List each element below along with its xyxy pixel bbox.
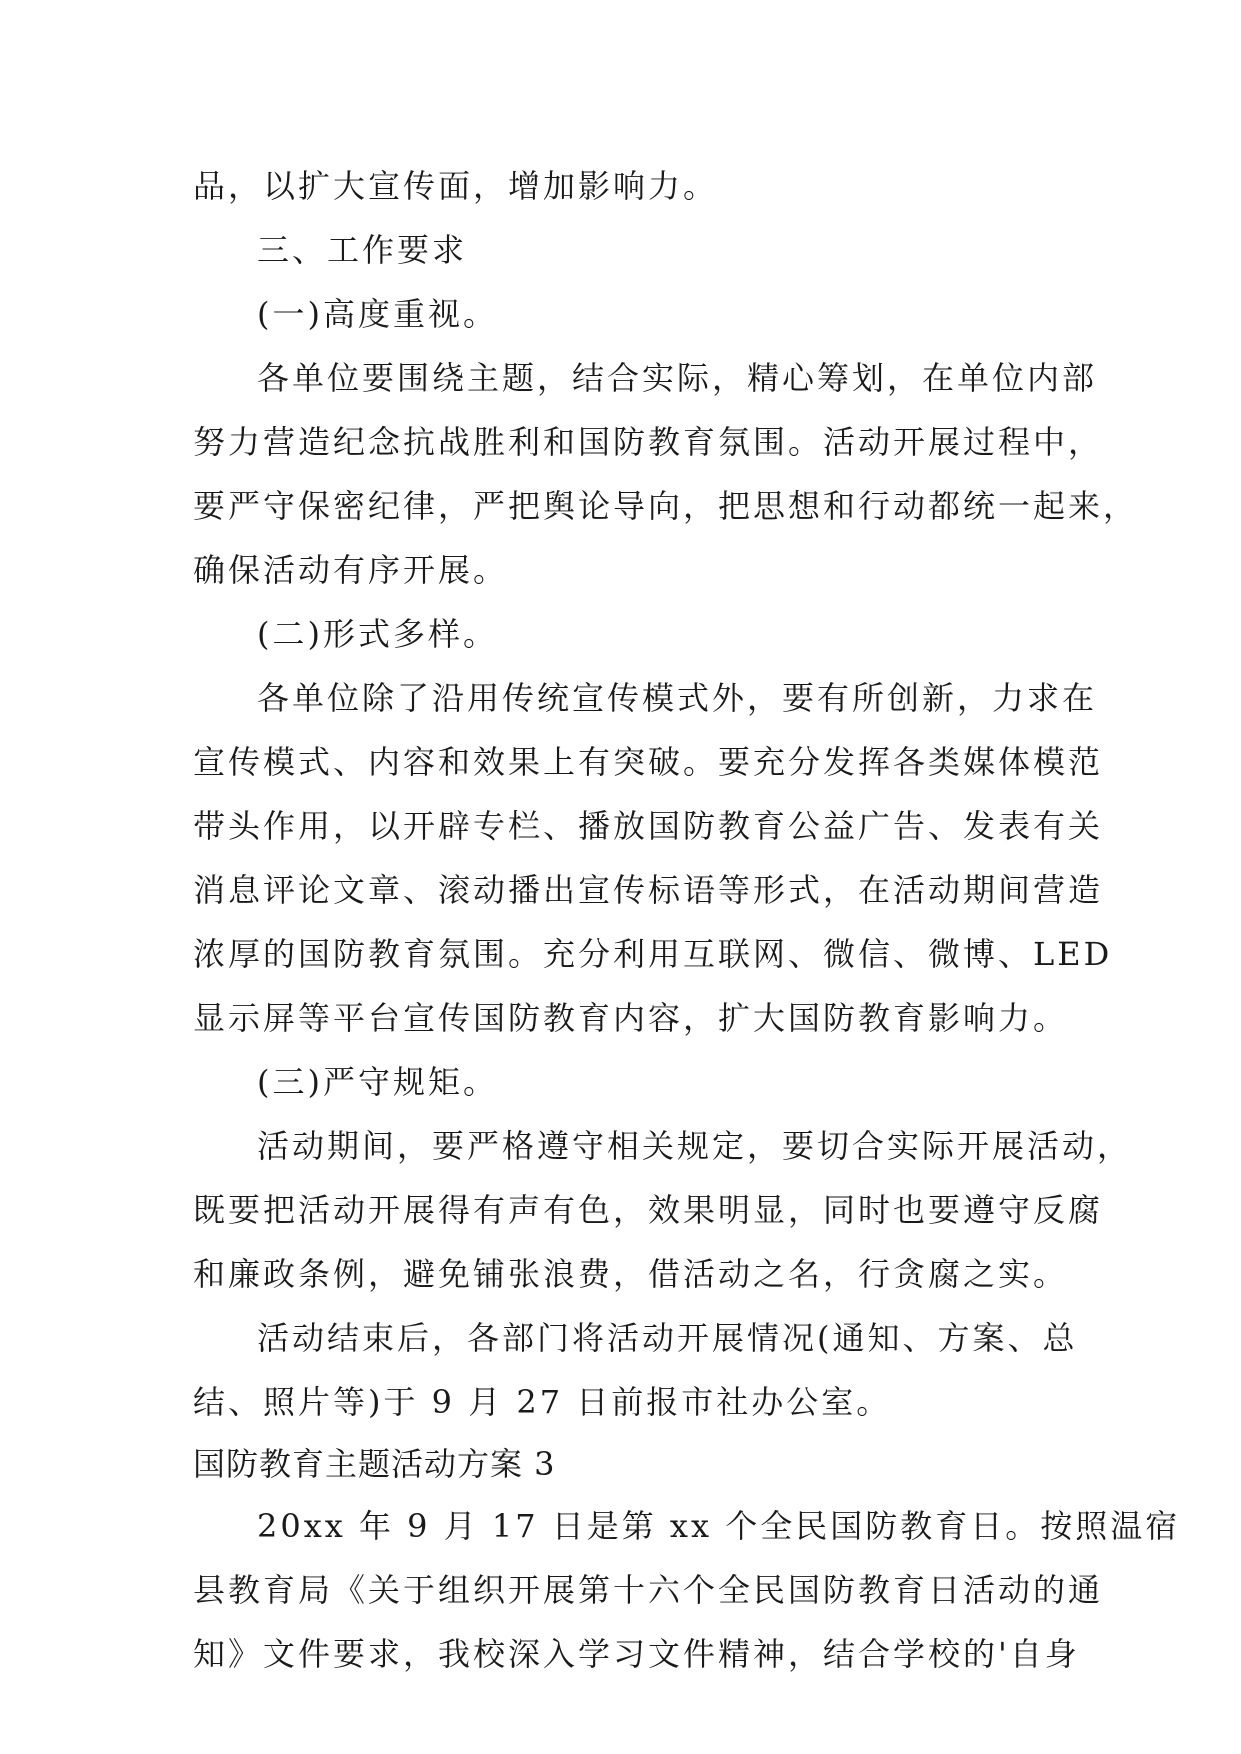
paragraph-line: 既要把活动开展得有声有色，效果明显，同时也要遵守反腐: [193, 1191, 1104, 1229]
paragraph-line: 知》文件要求，我校深入学习文件精神，结合学校的'自身: [193, 1635, 1080, 1673]
subsection-heading: (三)严守规矩。: [257, 1063, 498, 1101]
section-heading: 三、工作要求: [257, 231, 468, 269]
subsection-heading: (一)高度重视。: [257, 295, 498, 333]
paragraph-line: 各单位除了沿用传统宣传模式外，要有所创新，力求在: [257, 679, 1098, 717]
paragraph-line: 各单位要围绕主题，结合实际，精心筹划，在单位内部: [257, 359, 1098, 397]
paragraph-line: 活动期间，要严格遵守相关规定，要切合实际开展活动，: [257, 1127, 1133, 1165]
paragraph-line: 显示屏等平台宣传国防教育内容，扩大国防教育影响力。: [193, 999, 1069, 1037]
paragraph-line: 带头作用，以开辟专栏、播放国防教育公益广告、发表有关: [193, 807, 1104, 845]
subsection-heading: (二)形式多样。: [257, 615, 498, 653]
paragraph-line: 消息评论文章、滚动播出宣传标语等形式，在活动期间营造: [193, 871, 1104, 909]
paragraph-continuation: 品，以扩大宣传面，增加影响力。: [193, 167, 719, 205]
paragraph-line: 20xx 年 9 月 17 日是第 xx 个全民国防教育日。按照温宿: [257, 1507, 1181, 1545]
paragraph-line: 要严守保密纪律，严把舆论导向，把思想和行动都统一起来，: [193, 487, 1139, 525]
paragraph-line: 活动结束后，各部门将活动开展情况(通知、方案、总: [257, 1319, 1078, 1357]
paragraph-line: 县教育局《关于组织开展第十六个全民国防教育日活动的通: [193, 1571, 1104, 1609]
document-title: 国防教育主题活动方案 3: [193, 1445, 556, 1483]
paragraph-line: 浓厚的国防教育氛围。充分利用互联网、微信、微博、LED: [193, 935, 1113, 973]
paragraph-line: 宣传模式、内容和效果上有突破。要充分发挥各类媒体模范: [193, 743, 1104, 781]
paragraph-line: 确保活动有序开展。: [193, 551, 509, 589]
paragraph-line: 和廉政条例，避免铺张浪费，借活动之名，行贪腐之实。: [193, 1255, 1069, 1293]
paragraph-line: 努力营造纪念抗战胜利和国防教育氛围。活动开展过程中，: [193, 423, 1104, 461]
paragraph-line: 结、照片等)于 9 月 27 日前报市社办公室。: [193, 1383, 892, 1421]
